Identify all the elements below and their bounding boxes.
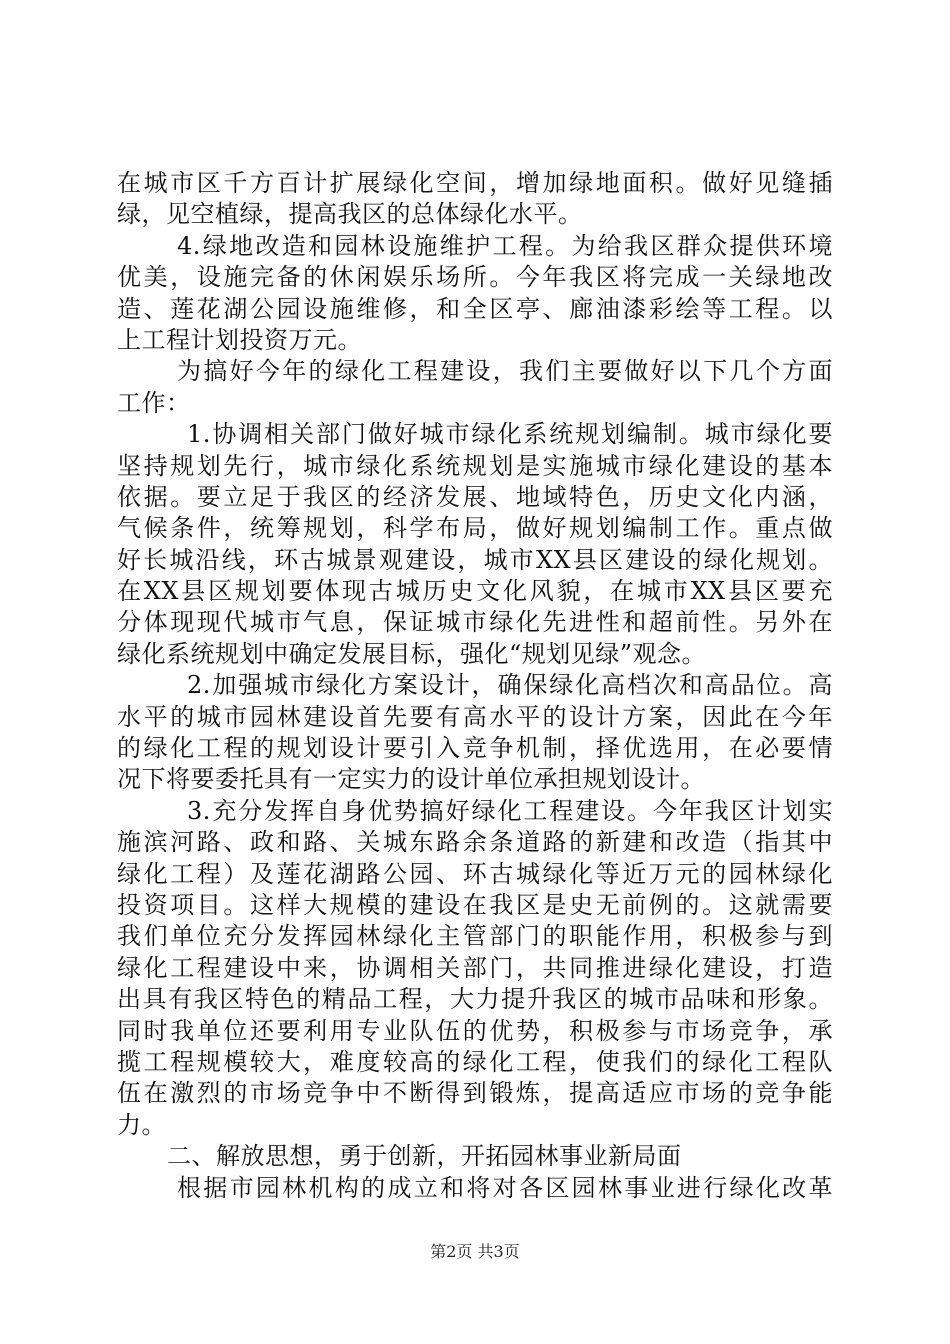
text-line: 的绿化工程的规划设计要引入竞争机制，择优选用，在必要情 [117, 734, 833, 763]
text-line: 工作： [117, 388, 191, 417]
text-line: 投资项目。这样大规模的建设在我区是史无前例的。这就需要 [117, 890, 833, 919]
text-line: 绿化工程建设中来，协调相关部门，共同推进绿化建设，打造 [117, 953, 833, 982]
text-line: 3.充分发挥自身优势搞好绿化工程建设。今年我区计划实 [187, 796, 833, 825]
text-line: 在城市区千方百计扩展绿化空间，增加绿地面积。做好见缝插 [117, 169, 833, 197]
text-line: 依据。要立足于我区的经济发展、地域特色，历史文化内涵， [117, 482, 833, 511]
text-line: 优美，设施完备的休闲娱乐场所。今年我区将完成一关绿地改 [117, 263, 833, 292]
body-text [117, 168, 833, 1204]
text-line: 绿，见空植绿，提高我区的总体绿化水平。 [117, 200, 583, 229]
text-line: 在XX县区规划要体现古城历史文化风貌，在城市XX县区要充 [117, 577, 833, 606]
text-line: 水平的城市园林建设首先要有高水平的设计方案，因此在今年 [117, 702, 833, 731]
text-line: 坚持规划先行，城市绿化系统规划是实施城市绿化建设的基本 [117, 451, 833, 480]
text-line: 上工程计划投资万元。 [117, 325, 362, 354]
text-line: 力。 [117, 1110, 166, 1139]
text-line: 伍在激烈的市场竞争中不断得到锻炼，提高适应市场的竞争能 [117, 1079, 833, 1108]
page-number-footer: 第2页 共3页 [430, 1242, 520, 1261]
text-line: 好长城沿线，环古城景观建设，城市XX县区建设的绿化规划。 [117, 545, 833, 574]
text-line: 1.协调相关部门做好城市绿化系统规划编制。城市绿化要 [187, 420, 833, 449]
text-line: 气候条件，统筹规划，科学布局，做好规划编制工作。重点做 [117, 514, 833, 543]
text-line: 同时我单位还要利用专业队伍的优势，积极参与市场竞争，承 [117, 1016, 833, 1045]
text-line: 施滨河路、政和路、关城东路余条道路的新建和改造（指其中 [117, 828, 833, 857]
text-line: 我们单位充分发挥园林绿化主管部门的职能作用，积极参与到 [117, 922, 833, 951]
text-line: 况下将要委托具有一定实力的设计单位承担规划设计。 [117, 765, 705, 794]
text-line: 4.绿地改造和园林设施维护工程。为给我区群众提供环境 [177, 231, 833, 260]
text-line: 分体现现代城市气息，保证城市绿化先进性和超前性。另外在 [117, 608, 833, 637]
text-line: 造、莲花湖公园设施维修，和全区亭、廊油漆彩绘等工程。以 [117, 294, 833, 323]
text-line: 根据市园林机构的成立和将对各区园林事业进行绿化改革 [177, 1173, 833, 1202]
text-line: 绿化工程）及莲花湖路公园、环古城绿化等近万元的园林绿化 [117, 859, 833, 888]
text-line: 揽工程规模较大，难度较高的绿化工程，使我们的绿化工程队 [117, 1047, 833, 1076]
text-line: 出具有我区特色的精品工程，大力提升我区的城市品味和形象。 [117, 985, 833, 1014]
text-line: 绿化系统规划中确定发展目标，强化“规划见绿”观念。 [117, 639, 707, 668]
text-line: 为搞好今年的绿化工程建设，我们主要做好以下几个方面 [177, 357, 833, 386]
text-line: 2.加强城市绿化方案设计，确保绿化高档次和高品位。高 [187, 671, 833, 700]
section-heading: 二、解放思想，勇于创新，开拓园林事业新局面 [167, 1142, 682, 1171]
